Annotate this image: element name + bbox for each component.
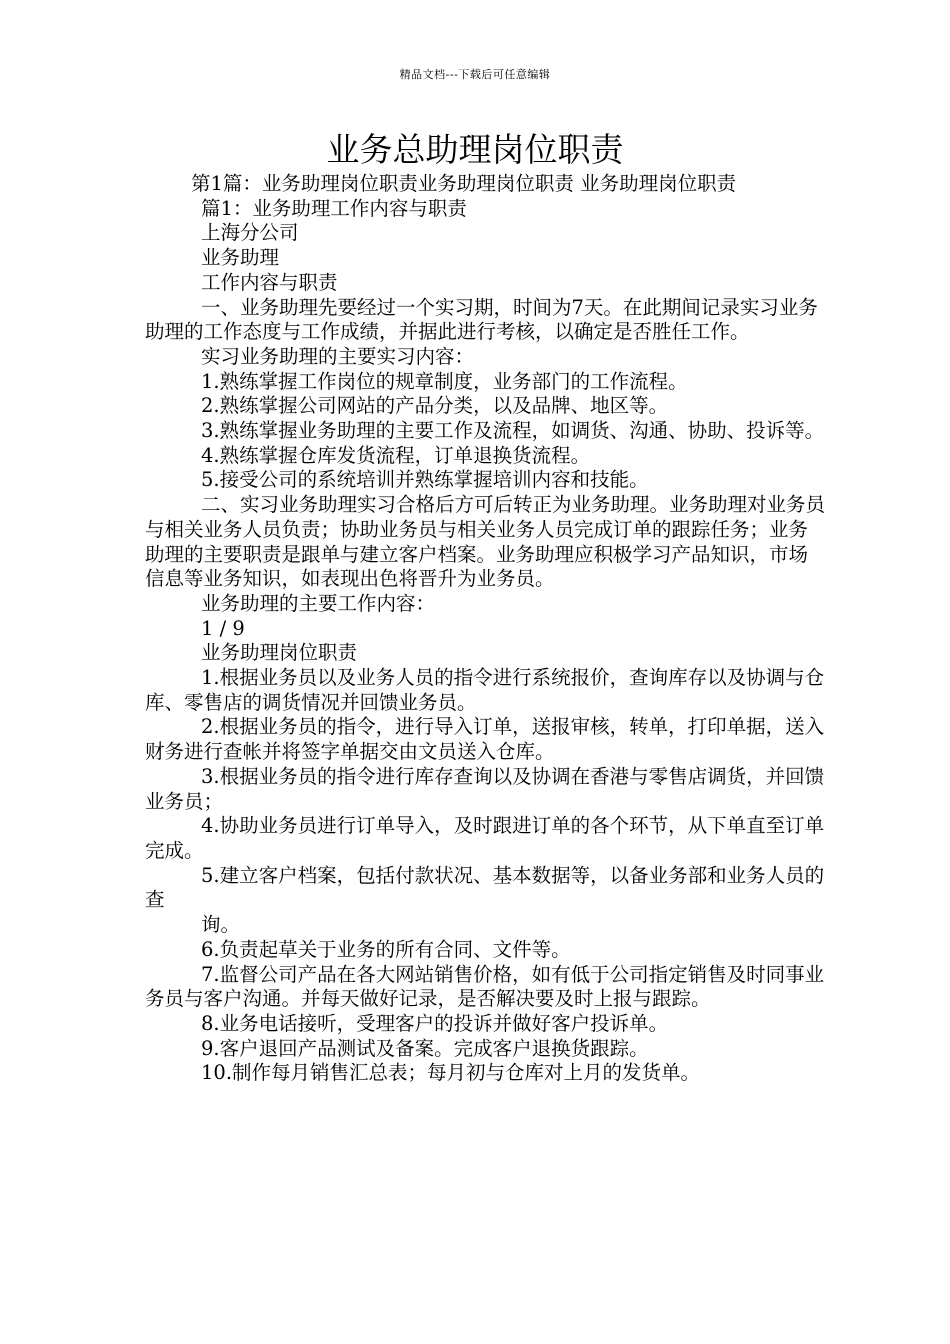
company-line: 上海分公司 [201, 221, 299, 245]
list-item: 2.根据业务员的指令，进行导入订单，送报审核，转单，打印单据，送入财务进行查帐并将签字单据交由文员送入仓库。 [145, 715, 825, 764]
role-line: 业务助理 [201, 246, 280, 270]
list-item: 4.协助业务员进行订单导入，及时跟进订单的各个环节，从下单直至订单完成。 [145, 814, 825, 862]
list-item: 5.建立客户档案，包括付款状况、基本数据等，以备业务部和业务人员的查 [145, 863, 825, 912]
list-item: 6.负责起草关于业务的所有合同、文件等。 [201, 937, 571, 961]
running-title: 业务助理岗位职责 [201, 641, 358, 665]
paragraph: 一、业务助理先要经过一个实习期，时间为7天。在此期间记录实习业务助理的工作态度与工作成绩，并据此进行考核，以确定是否胜任工作。 [145, 295, 818, 344]
page-header: 精品文档---下载后可任意编辑 [399, 68, 551, 81]
list-heading: 业务助理的主要工作内容： [201, 591, 436, 615]
list-item: 3.根据业务员的指令进行库存查询以及协调在香港与零售店调货，并回馈业务员； [145, 764, 825, 813]
list-item: 9.客户退回产品测试及备案。完成客户退换货跟踪。 [201, 1036, 649, 1060]
list-item: 5.接受公司的系统培训并熟练掌握培训内容和技能。 [201, 468, 649, 492]
list-item: 7.监督公司产品在各大网站销售价格，如有低于公司指定销售及时同事业务员与客户沟通。并每天做好记录，是否解决要及时上报与跟踪。 [145, 962, 825, 1011]
document-body [145, 172, 825, 1086]
list-item-continuation: 询。 [201, 913, 241, 937]
document-title: 业务总助理岗位职责 [326, 130, 624, 169]
list-item: 10.制作每月销售汇总表；每月初与仓库对上月的发货单。 [201, 1061, 701, 1085]
list-item: 1.根据业务员以及业务人员的指令进行系统报价，查询库存以及协调与仓库、零售店的调货情况并回馈业务员。 [145, 666, 825, 714]
list-item: 4.熟练掌握仓库发货流程，订单退换货流程。 [201, 443, 591, 467]
duties-heading: 工作内容与职责 [201, 270, 338, 294]
subheading: 篇1：业务助理工作内容与职责 [201, 196, 467, 220]
page-number: 1 / 9 [201, 616, 245, 640]
list-item: 2.熟练掌握公司网站的产品分类，以及品牌、地区等。 [201, 394, 669, 418]
list-item: 3.熟练掌握业务助理的主要工作及流程，如调货、沟通、协助、投诉等。 [201, 419, 825, 443]
list-heading: 实习业务助理的主要实习内容： [201, 344, 475, 368]
paragraph: 二、实习业务助理实习合格后方可后转正为业务助理。业务助理对业务员与相关业务人员负责；协助业务员与相关业务人员完成订单的跟踪任务；业务助理的主要职责是跟单与建立客户档案。业务助理应积极学习产品知识，市场信息等业务知识，如表现出色将晋升为业务员。 [145, 493, 826, 591]
list-item: 1.熟练掌握工作岗位的规章制度，业务部门的工作流程。 [201, 369, 688, 393]
section-heading: 第1篇：业务助理岗位职责业务助理岗位职责 业务助理岗位职责 [191, 172, 737, 195]
list-item: 8.业务电话接听，受理客户的投诉并做好客户投诉单。 [201, 1011, 669, 1035]
